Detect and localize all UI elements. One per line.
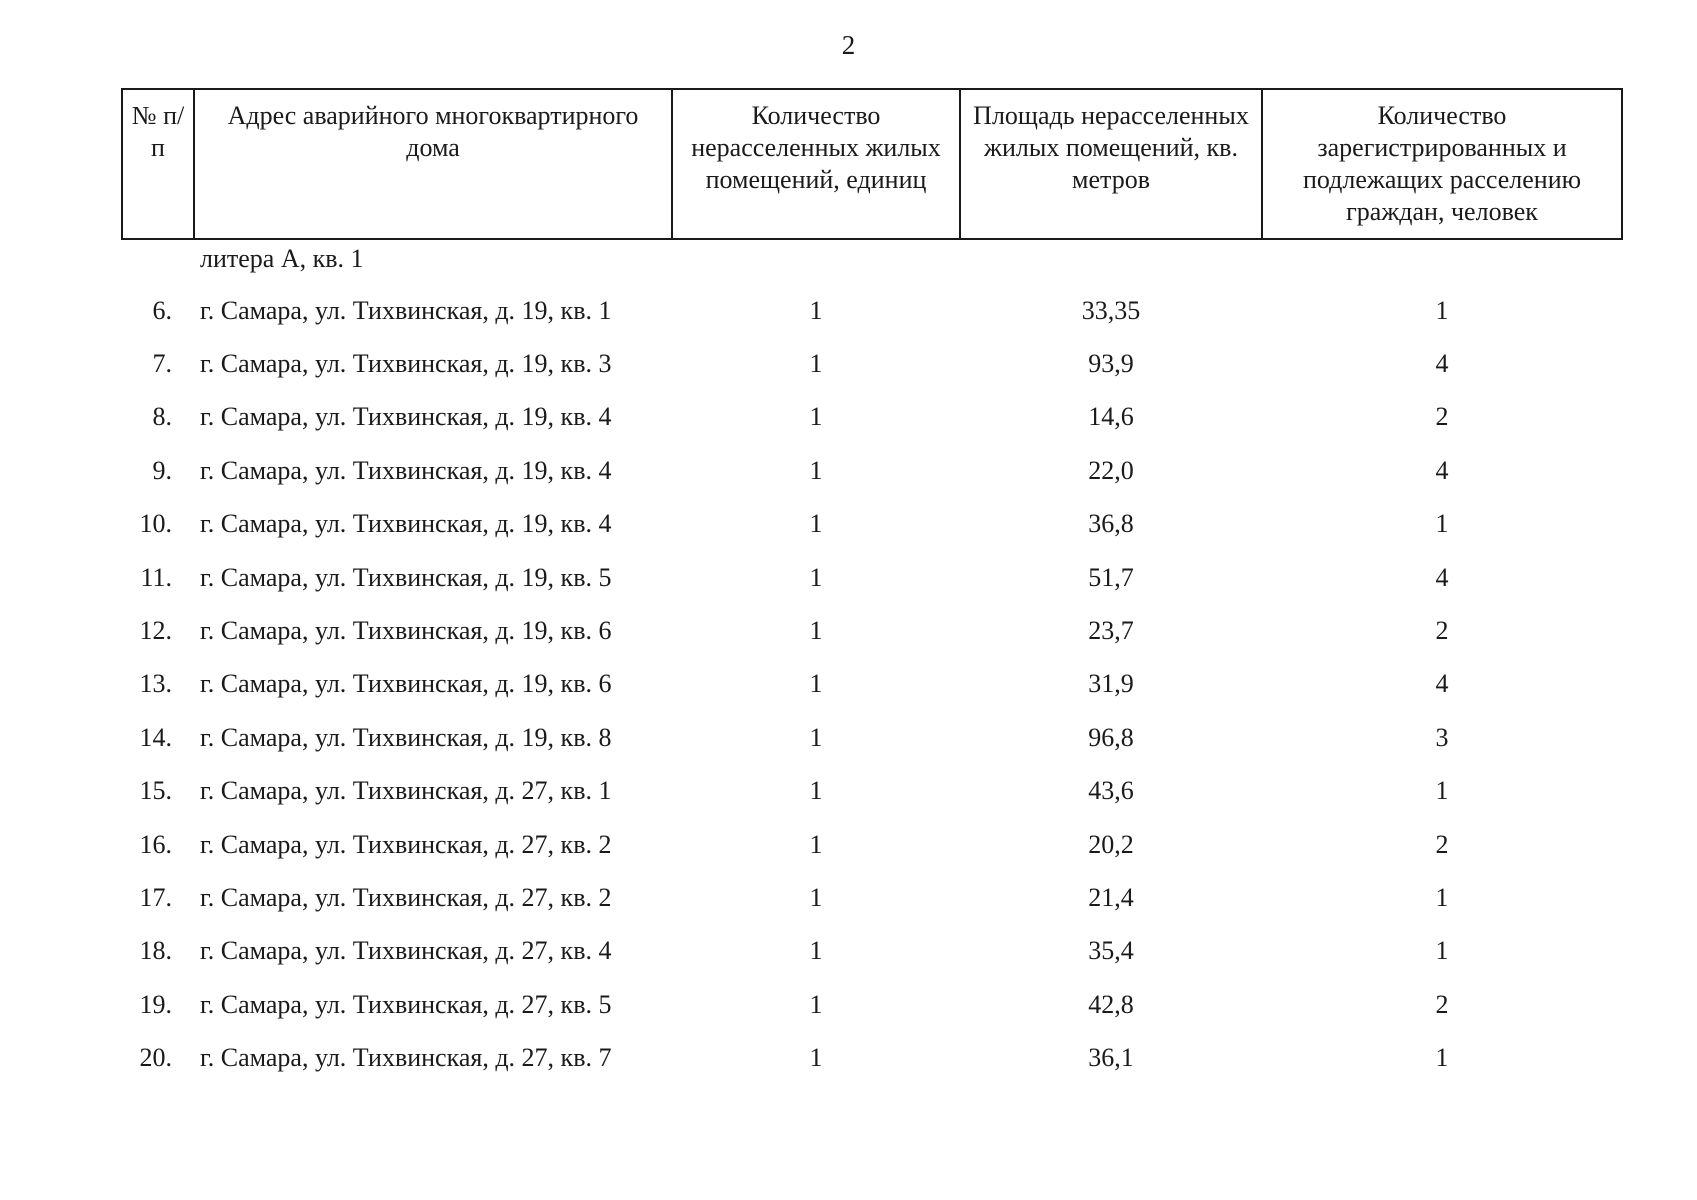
row-people: 4 xyxy=(1435,562,1449,592)
row-address: г. Самара, ул. Тихвинская, д. 27, кв. 2 xyxy=(200,882,612,912)
row-address: г. Самара, ул. Тихвинская, д. 19, кв. 4 xyxy=(200,402,612,432)
table-body xyxy=(122,239,1622,1085)
row-people: 1 xyxy=(1435,776,1449,806)
row-area: 33,35 xyxy=(1081,295,1141,325)
table-header-row xyxy=(122,89,1622,239)
row-units: 1 xyxy=(809,1043,823,1073)
row-units: 1 xyxy=(809,562,823,592)
row-address: г. Самара, ул. Тихвинская, д. 27, кв. 7 xyxy=(200,1043,612,1073)
table-row xyxy=(122,658,1622,711)
table-row xyxy=(122,444,1622,497)
continuation-address: литера А, кв. 1 xyxy=(200,244,364,273)
row-number: 6. xyxy=(152,295,172,325)
row-number: 9. xyxy=(152,455,172,485)
row-area: 22,0 xyxy=(1088,455,1134,485)
row-area: 42,8 xyxy=(1088,989,1134,1019)
row-address: г. Самара, ул. Тихвинская, д. 19, кв. 3 xyxy=(200,349,612,379)
page-number: 2 xyxy=(841,30,856,60)
row-people: 1 xyxy=(1435,936,1449,966)
row-number: 20. xyxy=(139,1043,172,1073)
row-number: 17. xyxy=(139,882,172,912)
row-address: г. Самара, ул. Тихвинская, д. 19, кв. 6 xyxy=(200,616,612,646)
row-area: 96,8 xyxy=(1088,722,1134,752)
row-people: 4 xyxy=(1435,669,1449,699)
row-number: 12. xyxy=(139,616,172,646)
header-people: Количество зарегистрированных и подлежащих расселению граждан, человек xyxy=(1262,89,1622,239)
row-number: 7. xyxy=(152,349,172,379)
row-people: 4 xyxy=(1435,455,1449,485)
table-row xyxy=(122,1031,1622,1084)
row-address: г. Самара, ул. Тихвинская, д. 19, кв. 1 xyxy=(200,295,612,325)
row-number: 10. xyxy=(139,509,172,539)
row-address: г. Самара, ул. Тихвинская, д. 19, кв. 4 xyxy=(200,509,612,539)
header-address: Адрес аварийного многоквартирного дома xyxy=(194,89,672,239)
row-units: 1 xyxy=(809,776,823,806)
row-area: 93,9 xyxy=(1088,349,1134,379)
row-area: 14,6 xyxy=(1088,402,1134,432)
row-number: 11. xyxy=(140,562,172,592)
row-number: 18. xyxy=(139,936,172,966)
table-row xyxy=(122,765,1622,818)
row-units: 1 xyxy=(809,402,823,432)
table-row xyxy=(122,978,1622,1031)
table-row xyxy=(122,498,1622,551)
continuation-row xyxy=(122,239,1622,284)
row-units: 1 xyxy=(809,455,823,485)
row-people: 1 xyxy=(1435,509,1449,539)
row-area: 20,2 xyxy=(1088,829,1134,859)
row-number: 14. xyxy=(139,722,172,752)
row-people: 2 xyxy=(1435,989,1449,1019)
row-address: г. Самара, ул. Тихвинская, д. 19, кв. 6 xyxy=(200,669,612,699)
row-units: 1 xyxy=(809,989,823,1019)
table-row xyxy=(122,551,1622,604)
row-address: г. Самара, ул. Тихвинская, д. 27, кв. 5 xyxy=(200,989,612,1019)
row-units: 1 xyxy=(809,936,823,966)
row-people: 2 xyxy=(1435,616,1449,646)
row-area: 43,6 xyxy=(1088,776,1134,806)
row-people: 1 xyxy=(1435,295,1449,325)
table-row xyxy=(122,711,1622,764)
row-people: 2 xyxy=(1435,829,1449,859)
table-row xyxy=(122,284,1622,337)
table-row xyxy=(122,871,1622,924)
row-area: 51,7 xyxy=(1088,562,1134,592)
row-area: 36,1 xyxy=(1088,1043,1134,1073)
row-address: г. Самара, ул. Тихвинская, д. 27, кв. 1 xyxy=(200,776,612,806)
row-units: 1 xyxy=(809,669,823,699)
row-area: 31,9 xyxy=(1088,669,1134,699)
row-number: 16. xyxy=(139,829,172,859)
header-area: Площадь нерасселенных жилых помещений, кв. метров xyxy=(960,89,1262,239)
row-number: 15. xyxy=(139,776,172,806)
table-row xyxy=(122,818,1622,871)
row-area: 23,7 xyxy=(1088,616,1134,646)
row-units: 1 xyxy=(809,616,823,646)
row-area: 35,4 xyxy=(1088,936,1134,966)
table-row xyxy=(122,391,1622,444)
row-address: г. Самара, ул. Тихвинская, д. 19, кв. 8 xyxy=(200,722,612,752)
row-units: 1 xyxy=(809,882,823,912)
row-number: 19. xyxy=(139,989,172,1019)
row-number: 13. xyxy=(139,669,172,699)
row-address: г. Самара, ул. Тихвинская, д. 19, кв. 4 xyxy=(200,455,612,485)
row-units: 1 xyxy=(809,722,823,752)
row-area: 36,8 xyxy=(1088,509,1134,539)
header-number: № п/п xyxy=(122,89,194,239)
row-people: 1 xyxy=(1435,1043,1449,1073)
row-people: 2 xyxy=(1435,402,1449,432)
row-people: 3 xyxy=(1435,722,1449,752)
emergency-housing-table xyxy=(121,88,1623,1085)
row-units: 1 xyxy=(809,349,823,379)
row-address: г. Самара, ул. Тихвинская, д. 27, кв. 4 xyxy=(200,936,612,966)
row-area: 21,4 xyxy=(1088,882,1134,912)
row-address: г. Самара, ул. Тихвинская, д. 27, кв. 2 xyxy=(200,829,612,859)
header-units: Количество нерасселенных жилых помещений, единиц xyxy=(672,89,960,239)
row-people: 1 xyxy=(1435,882,1449,912)
row-people: 4 xyxy=(1435,349,1449,379)
row-address: г. Самара, ул. Тихвинская, д. 19, кв. 5 xyxy=(200,562,612,592)
row-number: 8. xyxy=(152,402,172,432)
row-units: 1 xyxy=(809,829,823,859)
row-units: 1 xyxy=(809,295,823,325)
table-row xyxy=(122,925,1622,978)
row-units: 1 xyxy=(809,509,823,539)
table-row xyxy=(122,337,1622,390)
table-row xyxy=(122,604,1622,657)
